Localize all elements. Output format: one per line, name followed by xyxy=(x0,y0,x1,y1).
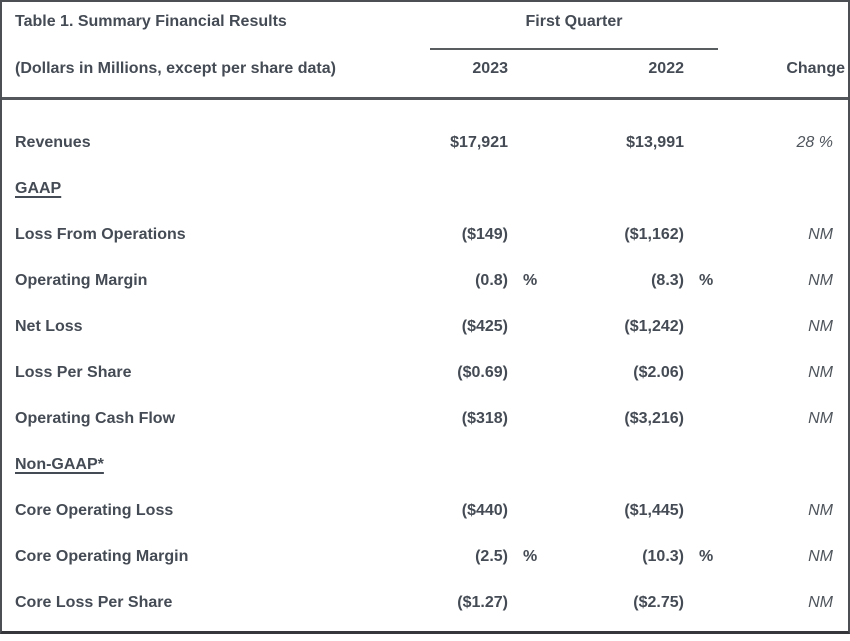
table-body xyxy=(2,100,848,626)
value-2022: $13,991 xyxy=(626,134,684,151)
row-label: Core Loss Per Share xyxy=(15,594,173,611)
row-label: Non-GAAP* xyxy=(15,456,104,473)
column-header-row xyxy=(2,60,848,78)
row-label: Core Operating Margin xyxy=(15,548,189,565)
value-2022: ($1,162) xyxy=(624,226,684,243)
change-value: NM xyxy=(808,502,833,519)
value-2022: ($3,216) xyxy=(624,410,684,427)
column-header-2022: 2022 xyxy=(648,60,684,77)
change-value: NM xyxy=(808,594,833,611)
change-value: NM xyxy=(808,364,833,381)
value-2022: (10.3) xyxy=(642,548,684,565)
value-2023: $17,921 xyxy=(450,134,508,151)
change-value: NM xyxy=(808,548,833,565)
table-row xyxy=(2,442,848,488)
table-row xyxy=(2,304,848,350)
table-row xyxy=(2,488,848,534)
table-header xyxy=(2,2,848,100)
value-2023: ($440) xyxy=(461,502,508,519)
value-2023: ($0.69) xyxy=(457,364,508,381)
change-value: NM xyxy=(808,318,833,335)
table-row xyxy=(2,212,848,258)
value-2023: (0.8) xyxy=(475,272,508,289)
value-2022: ($2.06) xyxy=(633,364,684,381)
percent-2022: % xyxy=(699,272,714,289)
percent-2023: % xyxy=(523,272,538,289)
column-group-header-first-quarter: First Quarter xyxy=(525,13,623,30)
value-2023: ($149) xyxy=(461,226,508,243)
row-label: Operating Margin xyxy=(15,272,148,289)
table-row xyxy=(2,396,848,442)
column-header-change: Change xyxy=(786,60,845,77)
value-2023: ($318) xyxy=(461,410,508,427)
change-value: NM xyxy=(808,272,833,289)
table-row xyxy=(2,258,848,304)
row-label: Core Operating Loss xyxy=(15,502,174,519)
table-row xyxy=(2,580,848,626)
value-2023: (2.5) xyxy=(475,548,508,565)
change-value: 28 % xyxy=(796,134,833,151)
column-header-2023: 2023 xyxy=(472,60,508,77)
value-2022: ($1,242) xyxy=(624,318,684,335)
row-label: Revenues xyxy=(15,134,91,151)
row-label: Operating Cash Flow xyxy=(15,410,176,427)
table-row xyxy=(2,166,848,212)
table-row xyxy=(2,350,848,396)
value-2023: ($425) xyxy=(461,318,508,335)
value-2022: ($2.75) xyxy=(633,594,684,611)
column-group-underline xyxy=(430,48,718,50)
row-label: GAAP xyxy=(15,180,62,197)
table-subtitle: (Dollars in Millions, except per share data) xyxy=(15,60,336,77)
row-label: Loss From Operations xyxy=(15,226,186,243)
row-label: Loss Per Share xyxy=(15,364,132,381)
value-2022: ($1,445) xyxy=(624,502,684,519)
change-value: NM xyxy=(808,226,833,243)
percent-2023: % xyxy=(523,548,538,565)
percent-2022: % xyxy=(699,548,714,565)
row-label: Net Loss xyxy=(15,318,83,335)
change-value: NM xyxy=(808,410,833,427)
table-title: Table 1. Summary Financial Results xyxy=(15,13,287,30)
value-2022: (8.3) xyxy=(651,272,684,289)
value-2023: ($1.27) xyxy=(457,594,508,611)
table-row xyxy=(2,534,848,580)
table-row xyxy=(2,120,848,166)
